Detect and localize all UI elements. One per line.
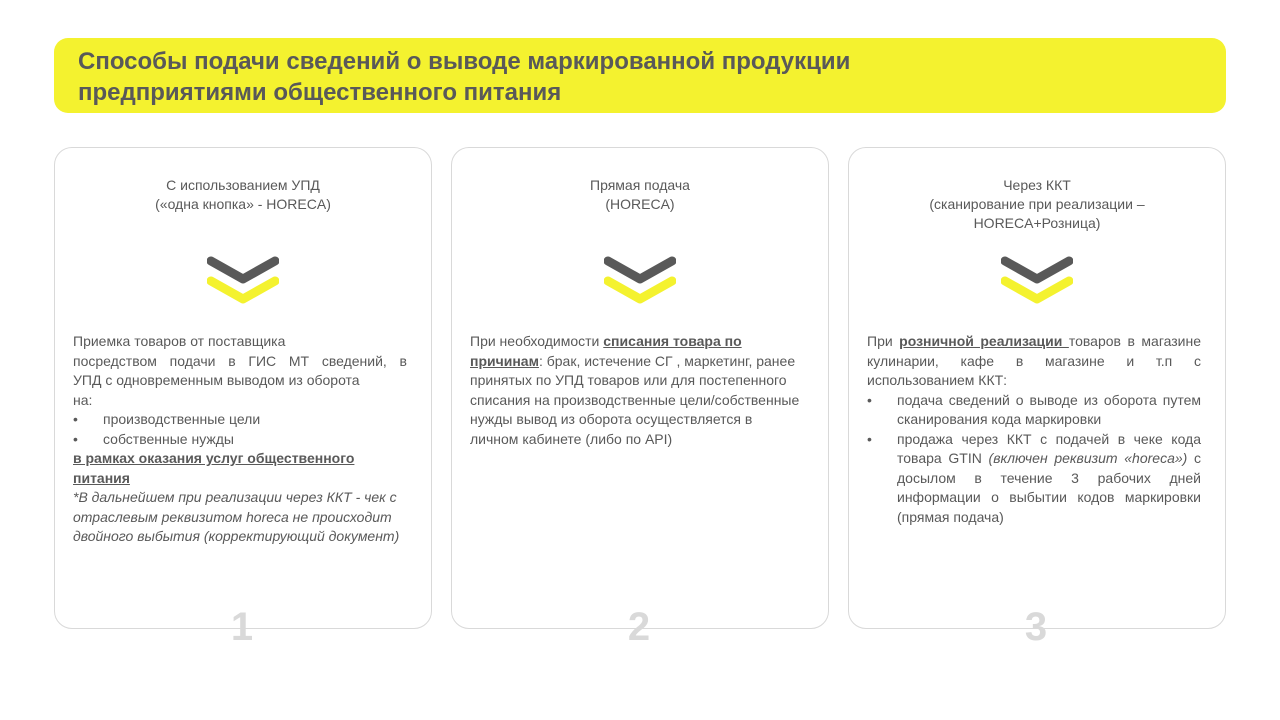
card-heading — [849, 176, 1225, 233]
card-text-part: : брак, истечение СГ , маркетинг, ранее принятых по УПД товаров или для постепенного списания на производственные цели/собственные нужды вывод из оборота осуществляется в личном кабинете (либо по API) — [470, 352, 800, 447]
double-chevron-down-icon — [604, 255, 676, 307]
title-banner — [54, 38, 1226, 113]
method-card-direct — [451, 147, 829, 629]
card-heading — [452, 176, 828, 214]
card-text-part: При необходимости — [470, 333, 604, 349]
card-text — [867, 332, 1201, 391]
list-item: • подача сведений о выводе из оборота путем сканирования кода маркировки — [867, 391, 1201, 427]
double-chevron-down-icon — [207, 255, 279, 307]
card-text-line: УПД с одновременным выводом из оборота — [73, 372, 360, 388]
card-text-line: посредством подачи в ГИС МТ сведений, в — [73, 352, 407, 369]
card-heading-line: С использованием УПД — [166, 177, 320, 193]
list-item: • продажа через ККТ с подачей в чеке кода товара GTIN (включен реквизит «horeca») с досылом в течение 3 рабочих дней информации о выбытии кодов маркировки (прямая подача) — [867, 430, 1202, 525]
card-heading-line: (HORECA) — [605, 196, 675, 212]
page-title-line1: Способы подачи сведений о выводе маркированной продукции — [78, 48, 851, 75]
card-text-line: Приемка товаров от поставщика — [73, 333, 286, 349]
card-number: 3 — [1024, 605, 1048, 649]
card-number: 2 — [627, 605, 651, 649]
list-item-italic: (включен реквизит «horeca») — [988, 450, 1188, 466]
page-title-line2: предприятиями общественного питания — [78, 79, 562, 106]
card-text-part: товаров в магазине кулинарии, кафе в магазине и т.п с использованием ККТ: — [867, 333, 1202, 388]
list-item-text: подача сведений о выводе из оборота путем сканирования кода маркировки — [897, 391, 1201, 427]
list-item: • собственные нужды — [73, 430, 234, 447]
highlighted-text: розничной реализации — [899, 333, 1069, 349]
card-heading-line: HORECA+Розница) — [973, 215, 1101, 231]
highlighted-text: списания товара по причинам — [470, 333, 742, 369]
card-heading-line: Прямая подача — [590, 177, 690, 193]
card-text — [470, 332, 804, 449]
card-heading — [55, 176, 431, 214]
method-card-kkt — [848, 147, 1226, 629]
card-body — [867, 332, 1201, 527]
list-item-text: производственные цели — [103, 411, 261, 427]
list-item-text: продажа через ККТ с подачей в чеке кода товара GTIN — [897, 430, 1201, 466]
card-heading-line: (сканирование при реализации – — [929, 196, 1145, 212]
card-number: 1 — [230, 605, 254, 649]
double-chevron-down-icon — [1001, 255, 1073, 307]
card-heading-line: Через ККТ — [1003, 177, 1071, 193]
method-card-upd — [54, 147, 432, 629]
card-note: *В дальнейшем при реализации через ККТ - чек с отраслевым реквизитом horeca не происходит двойного выбытия (корректирующий документ) — [73, 489, 400, 544]
list-item-text: собственные нужды — [103, 430, 234, 447]
card-body — [73, 332, 407, 547]
list-item-text: с досылом в течение 3 рабочих дней информации о выбытии кодов маркировки (прямая подача) — [897, 450, 1202, 525]
card-text-line: на: — [73, 391, 93, 408]
list-item: • производственные цели — [73, 411, 261, 427]
highlighted-text: в рамках оказания услуг общественного питания — [73, 450, 355, 486]
card-body — [470, 332, 804, 449]
card-text-part: При — [867, 333, 900, 349]
card-heading-line: («одна кнопка» - HORECA) — [155, 196, 331, 212]
